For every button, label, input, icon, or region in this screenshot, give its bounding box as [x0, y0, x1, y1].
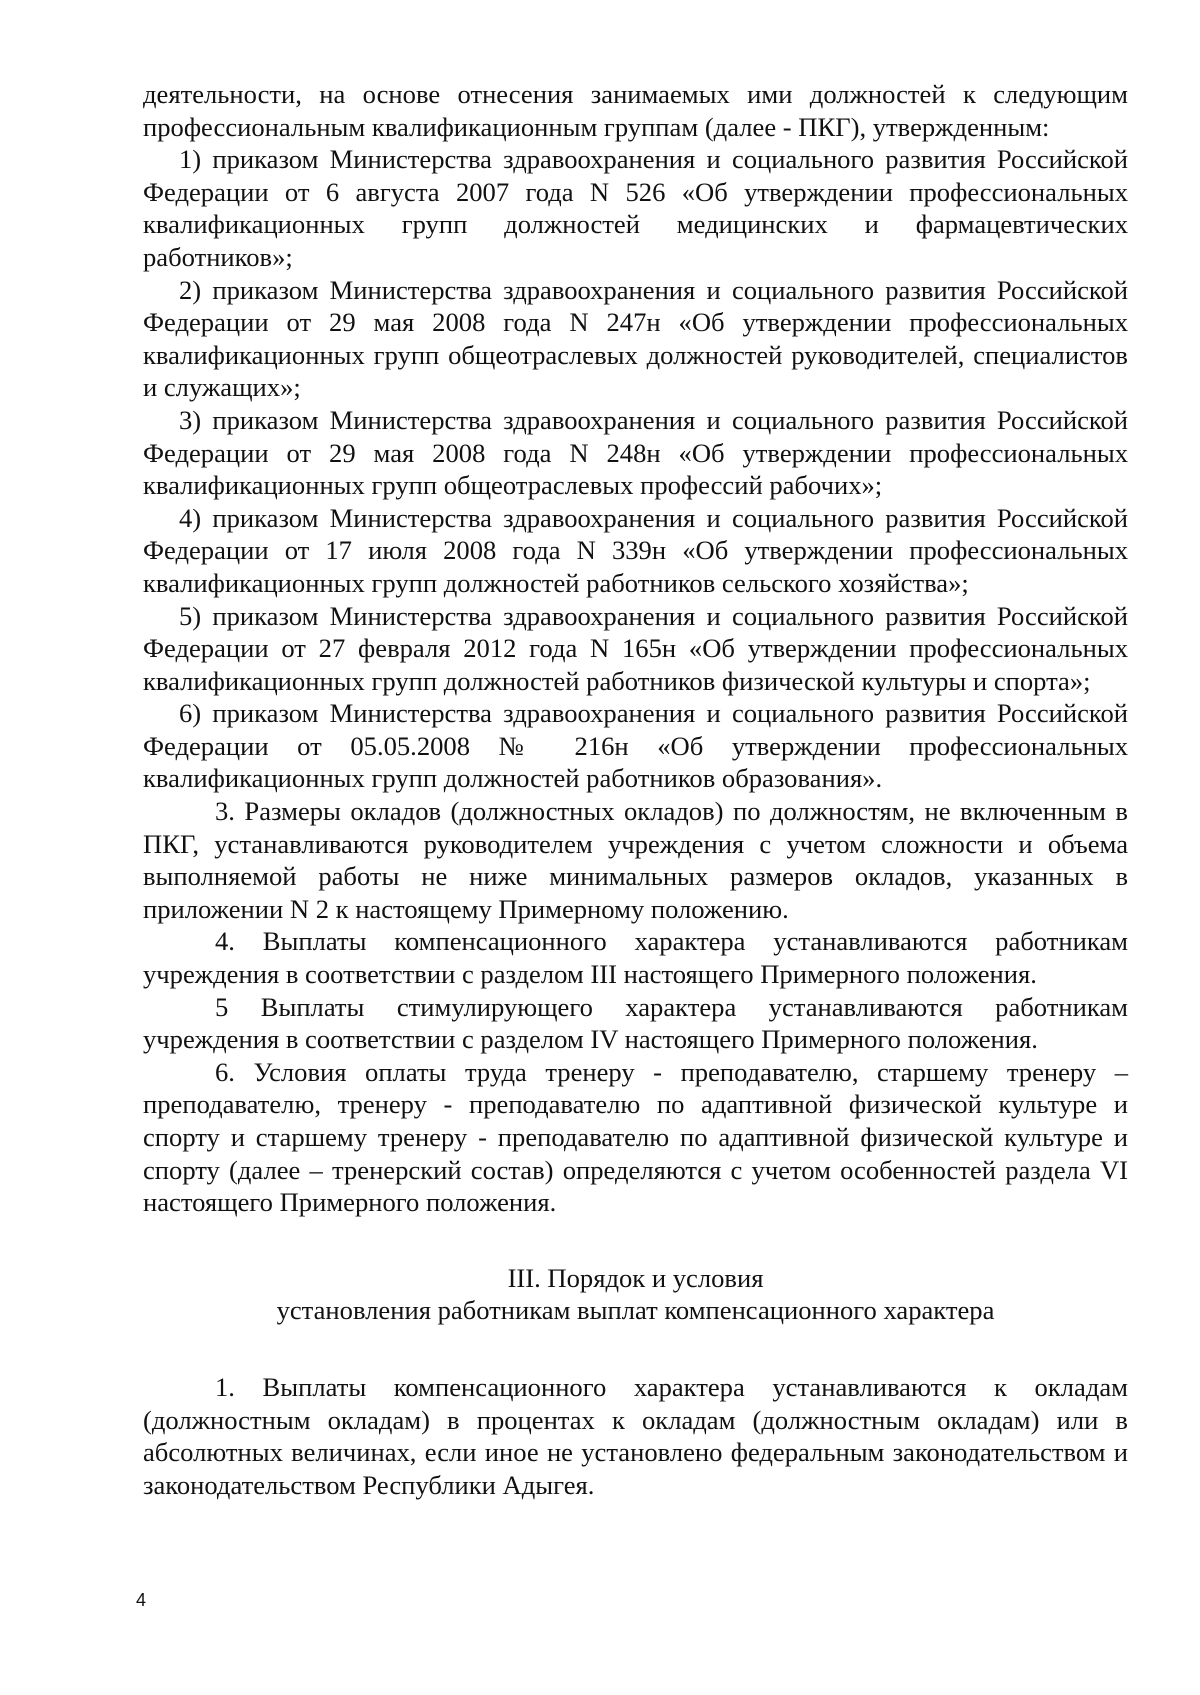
intro-paragraph: деятельности, на основе отнесения занимаемых ими должностей к следующим профессиональным квалификационным группам (далее - ПКГ), утвержденным: [143, 79, 1128, 142]
clause-6: 6. Условия оплаты труда тренеру - преподавателю, старшему тренеру – преподавателю, тренеру - преподавателю по адаптивной физической культуре и спорту и старшему тренеру - преподавателю по адаптивной физической культуре и спорту (далее – тренерский состав) определяются с учетом особенностей раздела VI настоящего Примерного положения. [143, 1056, 1128, 1218]
order-item-1: 1) приказом Министерства здравоохранения и социального развития Российской Федерации от 6 августа 2007 года N 526 «Об утверждении профессиональных квалификационных групп должностей медицинских и фармацевтических работников»; [143, 144, 1128, 272]
section-clause-1: 1. Выплаты компенсационного характера устанавливаются к окладам (должностным окладам) в процентах к окладам (должностным окладам) или в абсолютных величинах, если иное не установлено федеральным законодательством и законодательством Республики Адыгея. [143, 1371, 1128, 1500]
section-spacer-top [143, 1219, 1128, 1262]
clause-3: 3. Размеры окладов (должностных окладов) по должностям, не включенным в ПКГ, устанавливаются руководителем учреждения с учетом сложности и объема выполняемой работы не ниже минимальных размеров окладов, указанных в приложении N 2 к настоящему Примерному положению. [143, 796, 1128, 924]
section-heading-subtitle: установления работникам выплат компенсационного характера [276, 1295, 995, 1326]
clause-5: 5 Выплаты стимулирующего характера устанавливаются работникам учреждения в соответствии с разделом IV настоящего Примерного положения. [143, 991, 1128, 1055]
order-item-4: 4) приказом Министерства здравоохранения и социального развития Российской Федерации от 17 июля 2008 года N 339н «Об утверждении профессиональных квалификационных групп должностей работников сельского хозяйства»; [143, 502, 1128, 598]
document-body [143, 78, 1128, 1501]
order-item-2: 2) приказом Министерства здравоохранения и социального развития Российской Федерации от 29 мая 2008 года N 247н «Об утверждении профессиональных квалификационных групп общеотраслевых должностей руководителей, специалистов и служащих»; [143, 274, 1128, 403]
section-heading-title: III. Порядок и условия [507, 1262, 764, 1293]
order-item-6: 6) приказом Министерства здравоохранения и социального развития Российской Федерации от 05.05.2008 № 216н «Об утверждении профессиональных квалификационных групп должностей работников образования». [143, 698, 1128, 794]
section-spacer-bottom [143, 1327, 1128, 1371]
page-number: 4 [136, 1590, 147, 1610]
clause-4: 4. Выплаты компенсационного характера устанавливаются работникам учреждения в соответствии с разделом III настоящего Примерного положения. [143, 926, 1128, 990]
order-item-5: 5) приказом Министерства здравоохранения и социального развития Российской Федерации от 27 февраля 2012 года N 165н «Об утверждении профессиональных квалификационных групп должностей работников физической культуры и спорта»; [143, 600, 1128, 696]
order-item-3: 3) приказом Министерства здравоохранения и социального развития Российской Федерации от 29 мая 2008 года N 248н «Об утверждении профессиональных квалификационных групп общеотраслевых профессий рабочих»; [143, 404, 1128, 501]
